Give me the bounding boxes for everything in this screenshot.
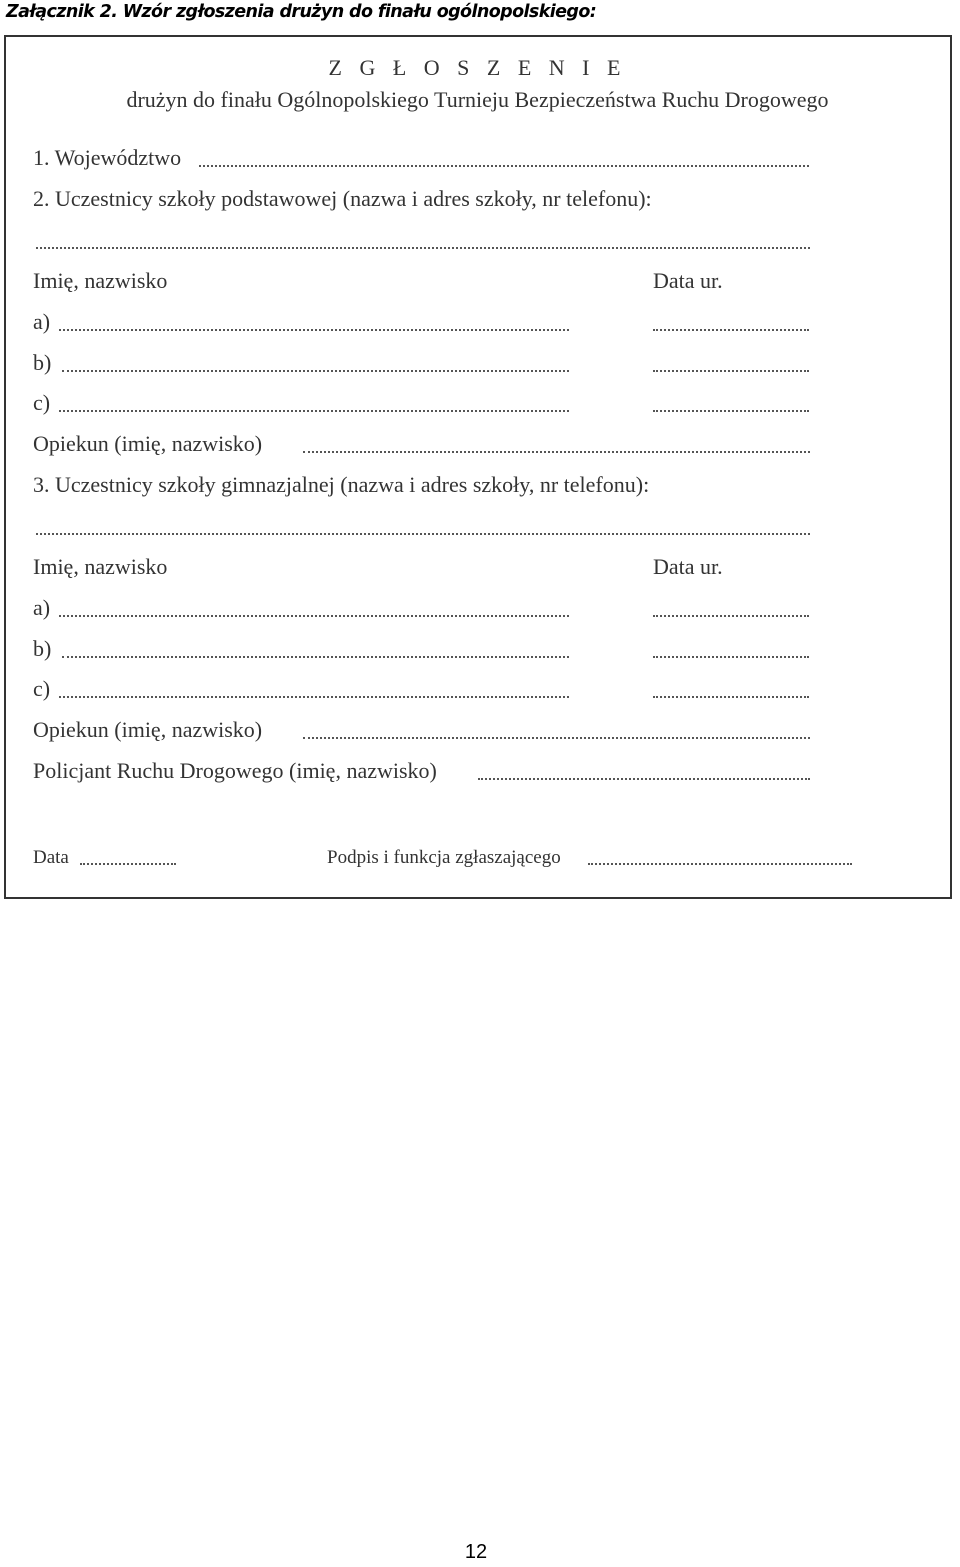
middle-row-a-label: a) (33, 595, 51, 620)
application-form (4, 35, 952, 899)
middle-date-header: Data ur. (653, 554, 723, 579)
primary-row-a-name-field[interactable] (59, 329, 569, 331)
middle-school-field[interactable] (36, 533, 810, 535)
middle-row-a-date-field[interactable] (653, 615, 809, 617)
primary-row-c-date-field[interactable] (653, 410, 809, 412)
primary-school-heading: 2. Uczestnicy szkoły podstawowej (nazwa i adres szkoły, nr telefonu): (33, 186, 652, 211)
middle-guardian-label: Opiekun (imię, nazwisko) (33, 717, 263, 742)
middle-row-b-label: b) (33, 636, 52, 661)
document-heading: Załącznik 2. Wzór zgłoszenia drużyn do finału ogólnopolskiego: (6, 2, 597, 22)
signature-label: Podpis i funkcja zgłaszającego (327, 847, 561, 868)
voivodeship-field[interactable] (199, 165, 809, 167)
primary-guardian-label: Opiekun (imię, nazwisko) (33, 431, 263, 456)
middle-school-heading: 3. Uczestnicy szkoły gimnazjalnej (nazwa i adres szkoły, nr telefonu): (33, 472, 650, 497)
primary-school-field[interactable] (36, 247, 810, 249)
primary-row-b-date-field[interactable] (653, 370, 809, 372)
middle-row-b-date-field[interactable] (653, 656, 809, 658)
date-label: Data (33, 847, 69, 868)
middle-guardian-field[interactable] (303, 737, 810, 739)
date-field[interactable] (80, 863, 176, 865)
voivodeship-label: 1. Województwo (33, 145, 182, 170)
primary-guardian-field[interactable] (303, 451, 810, 453)
middle-row-a-name-field[interactable] (59, 615, 569, 617)
police-officer-field[interactable] (478, 778, 810, 780)
form-title: Z G Ł O S Z E N I E (328, 55, 627, 80)
primary-name-header: Imię, nazwisko (33, 268, 168, 293)
middle-row-c-name-field[interactable] (59, 696, 569, 698)
primary-row-a-date-field[interactable] (653, 329, 809, 331)
signature-field[interactable] (588, 863, 852, 865)
middle-row-c-date-field[interactable] (653, 696, 809, 698)
page-number: 12 (464, 1541, 488, 1563)
middle-name-header: Imię, nazwisko (33, 554, 168, 579)
form-subtitle: drużyn do finału Ogólnopolskiego Turnieju Bezpieczeństwa Ruchu Drogowego (126, 87, 829, 112)
primary-row-b-label: b) (33, 350, 52, 375)
primary-row-a-label: a) (33, 309, 51, 334)
primary-row-b-name-field[interactable] (62, 370, 569, 372)
primary-row-c-label: c) (33, 390, 51, 415)
police-officer-label: Policjant Ruchu Drogowego (imię, nazwisko) (33, 758, 437, 783)
primary-row-c-name-field[interactable] (59, 410, 569, 412)
middle-row-b-name-field[interactable] (62, 656, 569, 658)
middle-row-c-label: c) (33, 676, 51, 701)
primary-date-header: Data ur. (653, 268, 723, 293)
